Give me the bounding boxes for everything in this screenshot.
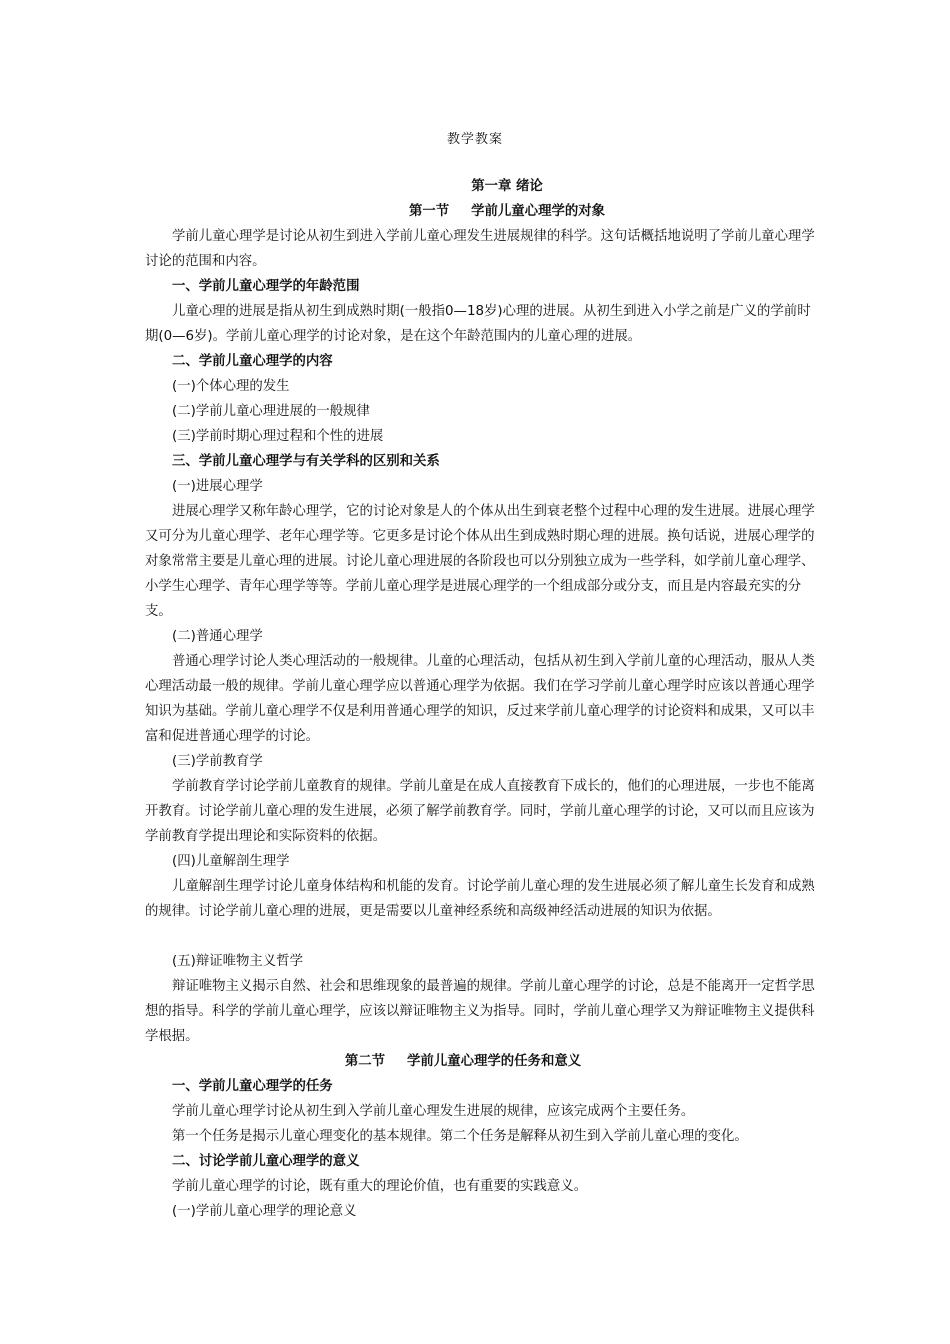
related-5-title: (五)辩证唯物主义哲学 bbox=[172, 954, 303, 969]
section-2-heading bbox=[145, 1049, 817, 1074]
related-4-text: 儿童解剖生理学讨论儿童身体结构和机能的发育。讨论学前儿童心理的发生进展必须了解儿童生长发育和成熟的规律。讨论学前儿童心理的进展，更是需要以儿童神经系统和高级神经活动进展的知识为依据。 bbox=[145, 879, 815, 919]
related-3-title: (三)学前教育学 bbox=[172, 754, 263, 769]
tasks-paragraph-1: 学前儿童心理学讨论从初生到入学前儿童心理发生进展的规律，应该完成两个主要任务。 bbox=[172, 1104, 695, 1119]
heading-tasks: 一、学前儿童心理学的任务 bbox=[172, 1079, 333, 1094]
section-2-name: 学前儿童心理学的任务和意义 bbox=[407, 1054, 582, 1069]
related-1-text: 进展心理学又称年龄心理学，它的讨论对象是人的个体从出生到衰老整个过程中心理的发生进展。进展心理学又可分为儿童心理学、老年心理学等。它更多是讨论个体从出生到成熟时期心理的进展。换句话说，进展心理学的对象常常主要是儿童心理的进展。讨论儿童心理进展的各阶段也可以分别独立成为一些学科，如学前儿童心理学、小学生心理学、青年心理学等等。学前儿童心理学是进展心理学的一个组成部分或分支，而且是内容最充实的分支。 bbox=[145, 504, 815, 619]
section-1-intro: 学前儿童心理学是讨论从初生到进入学前儿童心理发生进展规律的科学。这句话概括地说明了学前儿童心理学讨论的范围和内容。 bbox=[145, 229, 815, 269]
heading-age-range: 一、学前儿童心理学的年龄范围 bbox=[172, 279, 360, 294]
significance-paragraph: 学前儿童心理学的讨论，既有重大的理论价值，也有重要的实践意义。 bbox=[172, 1179, 588, 1194]
chapter-heading: 第一章 绪论 bbox=[471, 179, 543, 194]
related-3-text: 学前教育学讨论学前儿童教育的规律。学前儿童是在成人直接教育下成长的，他们的心理进展，一步也不能离开教育。讨论学前儿童心理的发生进展，必须了解学前教育学。同时，学前儿童心理学的讨论，又可以而且应该为学前教育学提出理论和实际资料的依据。 bbox=[145, 779, 815, 844]
related-2-text: 普通心理学讨论人类心理活动的一般规律。儿童的心理活动，包括从初生到入学前儿童的心理活动，服从人类心理活动最一般的规律。学前儿童心理学应以普通心理学为依据。我们在学习学前儿童心理学时应该以普通心理学知识为基础。学前儿童心理学不仅是利用普通心理学的知识，反过来学前儿童心理学的讨论资料和成果，又可以丰富和促进普通心理学的讨论。 bbox=[145, 654, 815, 744]
blank-line bbox=[145, 924, 817, 949]
document-body bbox=[145, 174, 817, 1224]
paragraph-age-range: 儿童心理的进展是指从初生到成熟时期(一般指0—18岁)心理的进展。从初生到进入小学之前是广义的学前时期(0—6岁)。学前儿童心理学的讨论对象，是在这个年龄范围内的儿童心理的进展。 bbox=[145, 304, 811, 344]
section-1-heading bbox=[145, 199, 817, 224]
content-item-2: (二)学前儿童心理进展的一般规律 bbox=[172, 404, 370, 419]
related-2-title: (二)普通心理学 bbox=[172, 629, 263, 644]
related-1-title: (一)进展心理学 bbox=[172, 479, 263, 494]
content-item-3: (三)学前时期心理过程和个性的进展 bbox=[172, 429, 384, 444]
section-2-number: 第二节 bbox=[344, 1054, 386, 1069]
heading-significance: 二、讨论学前儿童心理学的意义 bbox=[172, 1154, 360, 1169]
heading-content: 二、学前儿童心理学的内容 bbox=[172, 354, 333, 369]
heading-related-disciplines: 三、学前儿童心理学与有关学科的区别和关系 bbox=[172, 454, 440, 469]
tasks-paragraph-2: 第一个任务是揭示儿童心理变化的基本规律。第二个任务是解释从初生到入学前儿童心理的变化。 bbox=[172, 1129, 748, 1144]
related-5-text: 辩证唯物主义揭示自然、社会和思维现象的最普遍的规律。学前儿童心理学的讨论，总是不能离开一定哲学思想的指导。科学的学前儿童心理学，应该以辩证唯物主义为指导。同时，学前儿童心理学又为辩证唯物主义提供科学根据。 bbox=[145, 979, 815, 1044]
section-1-number: 第一节 bbox=[408, 204, 450, 219]
section-1-name: 学前儿童心理学的对象 bbox=[471, 204, 606, 219]
content-item-1: (一)个体心理的发生 bbox=[172, 379, 290, 394]
theoretical-significance-title: (一)学前儿童心理学的理论意义 bbox=[172, 1204, 357, 1219]
related-4-title: (四)儿童解剖生理学 bbox=[172, 854, 290, 869]
document-title: 教学教案 bbox=[446, 132, 503, 147]
